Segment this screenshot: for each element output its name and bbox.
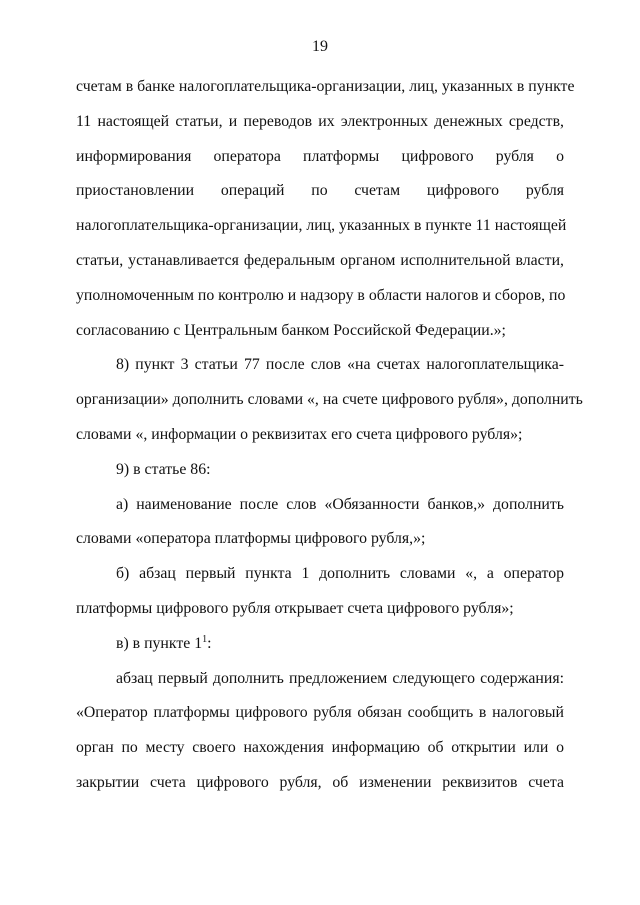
- text-line: закрытии счета цифрового рубля, об изменении реквизитов счета: [76, 773, 564, 791]
- text-line: счетам в банке налогоплательщика-организации, лиц, указанных в пункте: [76, 78, 575, 95]
- document-body: [76, 74, 583, 805]
- text-line: уполномоченным по контролю и надзору в области налогов и сборов, по: [76, 286, 566, 304]
- text-fragment: :: [207, 634, 212, 652]
- text-line: приостановлении операций по счетам цифрового рубля: [76, 182, 564, 200]
- text-line: «Оператор платформы цифрового рубля обязан сообщить в налоговый: [76, 704, 564, 722]
- text-line: налогоплательщика-организации, лиц, указанных в пункте 11 настоящей: [76, 217, 567, 235]
- text-line: 9) в статье 86:: [116, 460, 211, 478]
- text-line: б) абзац первый пункта 1 дополнить словами «, а оператор: [116, 565, 564, 583]
- text-line: а) наименование после слов «Обязанности банков,» дополнить: [116, 495, 564, 513]
- text-fragment: в) в пункте 1: [116, 634, 203, 652]
- text-line: орган по месту своего нахождения информацию об открытии или о: [76, 739, 564, 757]
- text-line: абзац первый дополнить предложением следующего содержания:: [116, 669, 564, 687]
- text-line: организации» дополнить словами «, на счете цифрового рубля», дополнить: [76, 391, 583, 409]
- text-line: платформы цифрового рубля открывает счета цифрового рубля»;: [76, 599, 514, 617]
- text-line: 11 настоящей статьи, и переводов их электронных денежных средств,: [76, 112, 564, 130]
- superscript: 1: [202, 633, 208, 645]
- text-line: словами «оператора платформы цифрового рубля,»;: [76, 530, 426, 548]
- text-line: [76, 631, 564, 666]
- text-line: словами «, информации о реквизитах его счета цифрового рубля»;: [76, 425, 523, 443]
- text-line: статьи, устанавливается федеральным органом исполнительной власти,: [76, 251, 564, 269]
- text-line: информирования оператора платформы цифрового рубля о: [76, 147, 564, 165]
- page-number: 19: [312, 38, 328, 55]
- text-line: 8) пункт 3 статьи 77 после слов «на счетах налогоплательщика-: [116, 356, 564, 374]
- text-line: согласованию с Центральным банком Российской Федерации.»;: [76, 321, 506, 339]
